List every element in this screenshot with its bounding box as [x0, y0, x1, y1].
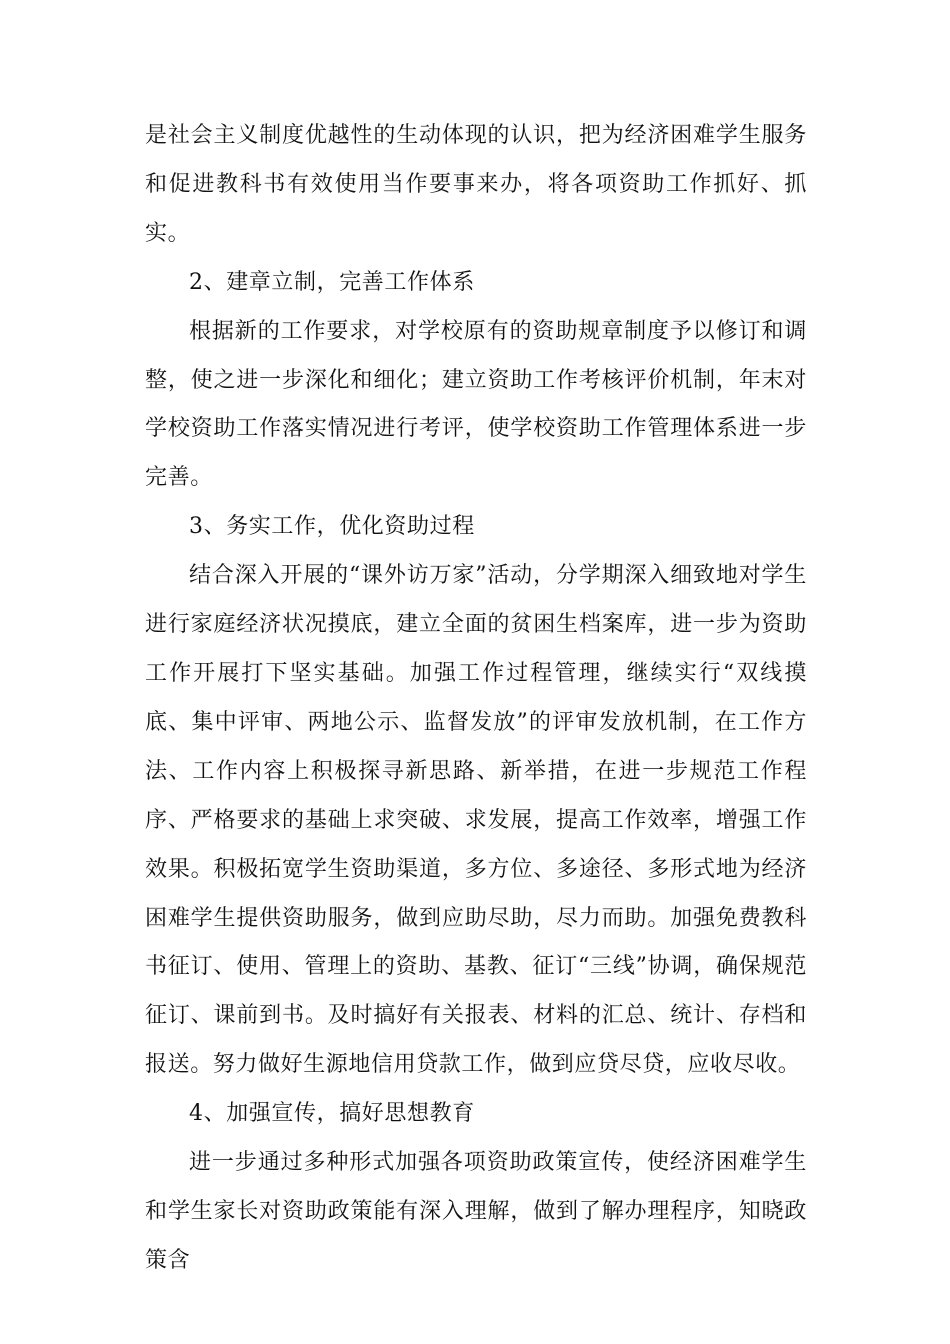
paragraph-section-4: 进一步通过多种形式加强各项资助政策宣传，使经济困难学生和学生家长对资助政策能有深入理解，做到了解办理程序，知晓政策含: [145, 1150, 807, 1273]
section-heading-2: 2、建章立制，完善工作体系: [189, 269, 475, 295]
section-heading-4: 4、加强宣传，搞好思想教育: [189, 1101, 475, 1127]
section-heading-3: 3、务实工作，优化资助过程: [189, 514, 475, 540]
paragraph-section-2: 根据新的工作要求，对学校原有的资助规章制度予以修订和调整，使之进一步深化和细化；建立资助工作考核评价机制，年末对学校资助工作落实情况进行考评，使学校资助工作管理体系进一步完善。: [145, 318, 807, 491]
paragraph-section-3: 结合深入开展的“课外访万家”活动，分学期深入细致地对学生进行家庭经济状况摸底，建立全面的贫困生档案库，进一步为资助工作开展打下坚实基础。加强工作过程管理，继续实行“双线摸底、集中评审、两地公示、监督发放”的评审发放机制，在工作方法、工作内容上积极探寻新思路、新举措，在进一步规范工作程序、严格要求的基础上求突破、求发展，提高工作效率，增强工作效果。积极拓宽学生资助渠道，多方位、多途径、多形式地为经济困难学生提供资助服务，做到应助尽助，尽力而助。加强免费教科书征订、使用、管理上的资助、基教、征订“三线”协调，确保规范征订、课前到书。及时搞好有关报表、材料的汇总、统计、存档和报送。努力做好生源地信用贷款工作，做到应贷尽贷，应收尽收。: [145, 563, 807, 1078]
document-body: [145, 112, 807, 1286]
paragraph-continuation: 是社会主义制度优越性的生动体现的认识，把为经济困难学生服务和促进教科书有效使用当作要事来办，将各项资助工作抓好、抓实。: [145, 123, 807, 246]
